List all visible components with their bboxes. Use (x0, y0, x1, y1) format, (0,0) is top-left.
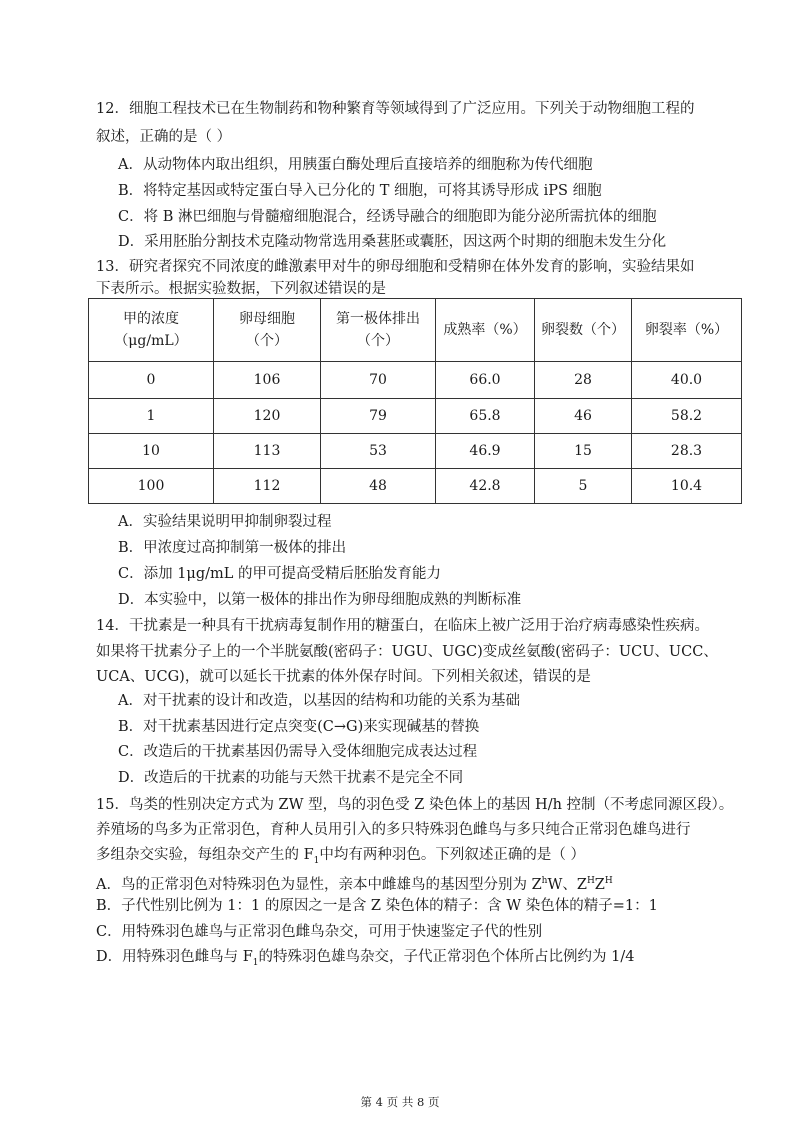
table-cell: 48 (321, 469, 436, 504)
table-header-cleavage-count: 卵裂数（个） (535, 299, 632, 362)
q13-option-a: A．实验结果说明甲抑制卵裂过程 (118, 514, 332, 530)
q13-stem-line1: 13．研究者探究不同浓度的雌激素甲对牛的卵母细胞和受精卵在体外发育的影响，实验结果如 (96, 259, 695, 275)
page-footer: 第 4 页 共 8 页 (360, 1095, 440, 1109)
table-cell: 42.8 (436, 469, 535, 504)
table-header-concentration: 甲的浓度 （μg/mL） (89, 299, 214, 362)
q14-option-c: C．改造后的干扰素基因仍需导入受体细胞完成表达过程 (118, 744, 478, 760)
q13-stem-line2: 下表所示。根据实验数据，下列叙述错误的是 (96, 281, 386, 297)
q14-stem-line2: 如果将干扰素分子上的一个半胱氨酸(密码子：UGU、UGC)变成丝氨酸(密码子：UCU、UCC、 (96, 644, 718, 660)
table-cell: 100 (89, 469, 214, 504)
q12-option-d: D．采用胚胎分割技术克隆动物常选用桑葚胚或囊胚，因这两个时期的细胞未发生分化 (118, 234, 667, 250)
table-cell: 0 (89, 362, 214, 399)
table-cell: 66.0 (436, 362, 535, 399)
q12-option-b: B．将特定基因或特定蛋白导入已分化的 T 细胞，可将其诱导形成 iPS 细胞 (118, 183, 602, 199)
table-header-row (89, 299, 742, 362)
table-cell: 112 (214, 469, 321, 504)
table-header-cleavage-rate: 卵裂率（%） (632, 299, 742, 362)
table-row (89, 469, 742, 504)
table-header-oocytes: 卵母细胞 （个） (214, 299, 321, 362)
table-row (89, 434, 742, 469)
table-cell: 28 (535, 362, 632, 399)
q12-stem-line1: 12．细胞工程技术已在生物制药和物种繁育等领域得到了广泛应用。下列关于动物细胞工程的 (96, 101, 695, 117)
q12-option-c: C．将 B 淋巴细胞与骨髓瘤细胞混合，经诱导融合的细胞即为能分泌所需抗体的细胞 (118, 209, 657, 225)
q14-stem-line3: UCA、UCG)，就可以延长干扰素的体外保存时间。下列相关叙述，错误的是 (96, 669, 591, 685)
table-cell: 46 (535, 399, 632, 434)
table-cell: 10.4 (632, 469, 742, 504)
table-cell: 53 (321, 434, 436, 469)
q15-stem-line3: 多组杂交实验，每组杂交产生的 $F_1$中均有两种羽色。下列叙述正确的是（ ） (96, 847, 586, 866)
table-cell: 15 (535, 434, 632, 469)
table-header-maturation-rate: 成熟率（%） (436, 299, 535, 362)
table-cell: 58.2 (632, 399, 742, 434)
q12-option-a: A．从动物体内取出组织，用胰蛋白酶处理后直接培养的细胞称为传代细胞 (118, 157, 593, 173)
q15-option-b: B．子代性别比例为 1：1 的原因之一是含 Z 染色体的精子：含 W 染色体的精子=1：1 (96, 898, 658, 914)
table-cell: 1 (89, 399, 214, 434)
table-header-polar-body: 第一极体排出 （个） (321, 299, 436, 362)
table-cell: 113 (214, 434, 321, 469)
table-cell: 28.3 (632, 434, 742, 469)
table-cell: 46.9 (436, 434, 535, 469)
table-cell: 65.8 (436, 399, 535, 434)
table-row (89, 362, 742, 399)
q13-data-table (88, 298, 742, 504)
q14-stem-line1: 14．干扰素是一种具有干扰病毒复制作用的糖蛋白，在临床上被广泛用于治疗病毒感染性疾病。 (96, 618, 709, 634)
q15-option-a: A．鸟的正常羽色对特殊羽色为显性，亲本中雌雄鸟的基因型分别为 $Z^hW$、$Z^HZ^H$ (96, 876, 613, 893)
table-row (89, 399, 742, 434)
q13-option-c: C．添加 1μg/mL 的甲可提高受精后胚胎发育能力 (118, 566, 442, 582)
q13-option-d: D．本实验中，以第一极体的排出作为卵母细胞成熟的判断标准 (118, 592, 522, 608)
q14-option-a: A．对干扰素的设计和改造，以基因的结构和功能的关系为基础 (118, 693, 520, 709)
q15-stem-line2: 养殖场的鸟多为正常羽色，育种人员用引入的多只特殊羽色雌鸟与多只纯合正常羽色雄鸟进行 (96, 822, 691, 838)
table-cell: 5 (535, 469, 632, 504)
table-cell: 70 (321, 362, 436, 399)
table-cell: 120 (214, 399, 321, 434)
q13-option-b: B．甲浓度过高抑制第一极体的排出 (118, 540, 347, 556)
q15-stem-line1: 15．鸟类的性别决定方式为 ZW 型，鸟的羽色受 Z 染色体上的基因 H/h 控制（不考虑同源区段）。 (96, 797, 734, 813)
q12-stem-line2: 叙述，正确的是（ ） (96, 129, 232, 145)
q15-option-c: C．用特殊羽色雄鸟与正常羽色雌鸟杂交，可用于快速鉴定子代的性别 (96, 924, 543, 940)
q14-option-d: D．改造后的干扰素的功能与天然干扰素不是完全不同 (118, 770, 464, 786)
table-cell: 10 (89, 434, 214, 469)
table-cell: 40.0 (632, 362, 742, 399)
q14-option-b: B．对干扰素基因进行定点突变(C→G)来实现碱基的替换 (118, 719, 480, 735)
table-cell: 79 (321, 399, 436, 434)
q15-option-d: D．用特殊羽色雌鸟与 $F_1$的特殊羽色雄鸟杂交，子代正常羽色个体所占比例约为 1/4 (96, 949, 635, 968)
table-cell: 106 (214, 362, 321, 399)
